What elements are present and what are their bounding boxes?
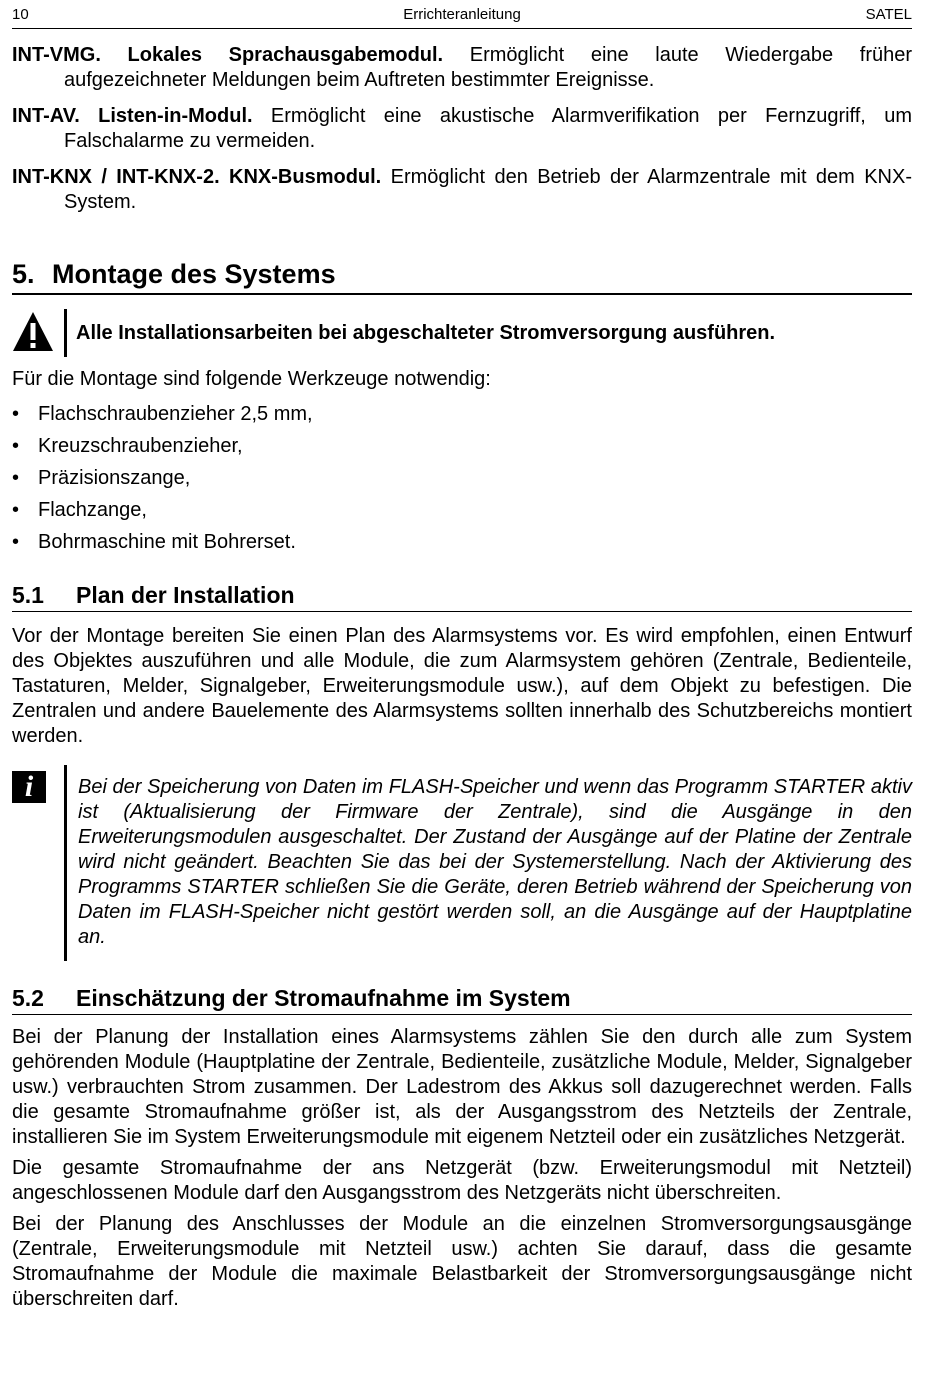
document-page <box>12 0 912 1312</box>
module-int-av <box>12 104 912 154</box>
paragraph: Bei der Planung der Installation eines Alarmsystems zählen Sie den durch alle zum System gehörenden Module (Hauptplatine der Zentrale, Bedienteile, zusätzliche Module, Melder, Signalgeber usw.) verbrauchten Strom zusammen. Der Ladestrom des Akkus soll dazugerechnet werden. Falls die gesamte Stromaufnahme größer ist, als der Ausgangsstrom des Netzteils der Zentrale, installieren Sie im System Erweiterungsmodule mit eigenem Netzteil oder ein zusätzliches Netzgerät. <box>12 1026 912 1148</box>
module-description: Ermöglicht eine laute Wiedergabe früher aufgezeichneter Meldungen beim Auftreten bestimmter Ereignisse. <box>64 44 913 91</box>
section-title: Montage des Systems <box>52 259 336 289</box>
list-item: • Präzisionszange, <box>12 462 912 494</box>
tools-intro: Für die Montage sind folgende Werkzeuge notwendig: <box>12 368 491 390</box>
info-notice <box>12 765 912 961</box>
section-heading-5-2 <box>12 983 912 1015</box>
module-int-vmg <box>12 43 912 93</box>
list-item: • Kreuzschraubenzieher, <box>12 430 912 462</box>
module-name: INT-KNX / INT-KNX-2. KNX-Busmodul. <box>12 166 382 188</box>
list-item: • Flachzange, <box>12 494 912 526</box>
section-number: 5. <box>12 259 35 289</box>
paragraph: Vor der Montage bereiten Sie einen Plan des Alarmsystems vor. Es wird empfohlen, einen Entwurf des Objektes auszuführen und alle Module, die zum Alarmsystem gehören (Zentrale, Bedienteile, Tastaturen, Melder, Signalgeber, Erweiterungsmodule usw.), auf dem Objekt zu befestigen. Die Zentralen und andere Bauelemente des Alarmsystems sollten innerhalb des Schutzbereichs montiert werden. <box>12 625 912 747</box>
warning-notice <box>12 309 912 359</box>
module-int-knx <box>12 165 912 215</box>
module-description: Ermöglicht den Betrieb der Alarmzentrale mit dem KNX-System. <box>64 166 912 213</box>
warning-text: Alle Installationsarbeiten bei abgeschalteter Stromversorgung ausführen. <box>76 322 776 344</box>
warning-triangle-icon <box>12 311 54 353</box>
warning-divider <box>64 309 67 357</box>
paragraph: Die gesamte Stromaufnahme der ans Netzgerät (bzw. Erweiterungsmodul mit Netzteil) angeschlossenen Module darf den Ausgangsstrom des Netzgeräts nicht überschreiten. <box>12 1157 912 1204</box>
section-number: 5.2 <box>12 985 44 1011</box>
info-text: Bei der Speicherung von Daten im FLASH-Speicher und wenn das Programm STARTER aktiv ist (Aktualisierung der Firmware der Zentrale), sind die Ausgänge in den Erweiterungsmodulen ausgeschaltet. Der Zustand der Ausgänge auf der Platine der Zentrale wird nicht geändert. Beachten Sie das bei der Systemerstellung. Nach der Aktivierung des Programms STARTER schließen Sie die Geräte, deren Betrieb während der Speicherung von Daten im FLASH-Speicher nicht gestört werden soll, an die Ausgänge auf der Hauptplatine an. <box>78 776 912 948</box>
module-name: INT-VMG. Lokales Sprachausgabemodul. <box>12 44 444 66</box>
document-title: Errichteranleitung <box>403 6 521 23</box>
list-item: • Flachschraubenzieher 2,5 mm, <box>12 398 912 430</box>
info-icon: i <box>12 771 46 803</box>
paragraph: Bei der Planung des Anschlusses der Module an die einzelnen Stromversorgungsausgänge (Zentrale, Erweiterungsmodule mit Netzteil usw.) achten Sie darauf, dass die gesamte Stromaufnahme der Module die maximale Belastbarkeit der Stromversorgungsausgänge nicht überschreiten darf. <box>12 1213 912 1310</box>
tools-list <box>12 398 912 558</box>
section-number: 5.1 <box>12 582 44 608</box>
section-title: Plan der Installation <box>76 582 295 608</box>
section-heading-5 <box>12 257 912 295</box>
section-heading-5-1 <box>12 580 912 612</box>
module-name: INT-AV. Listen-in-Modul. <box>12 105 253 127</box>
page-header <box>12 0 912 29</box>
info-divider <box>64 765 67 961</box>
page-number: 10 <box>12 6 29 23</box>
section-title: Einschätzung der Stromaufnahme im System <box>76 985 571 1011</box>
list-item: • Bohrmaschine mit Bohrerset. <box>12 526 912 558</box>
brand-name: SATEL <box>865 6 912 23</box>
module-description: Ermöglicht eine akustische Alarmverifikation per Fernzugriff, um Falschalarme zu vermeiden. <box>64 105 912 152</box>
